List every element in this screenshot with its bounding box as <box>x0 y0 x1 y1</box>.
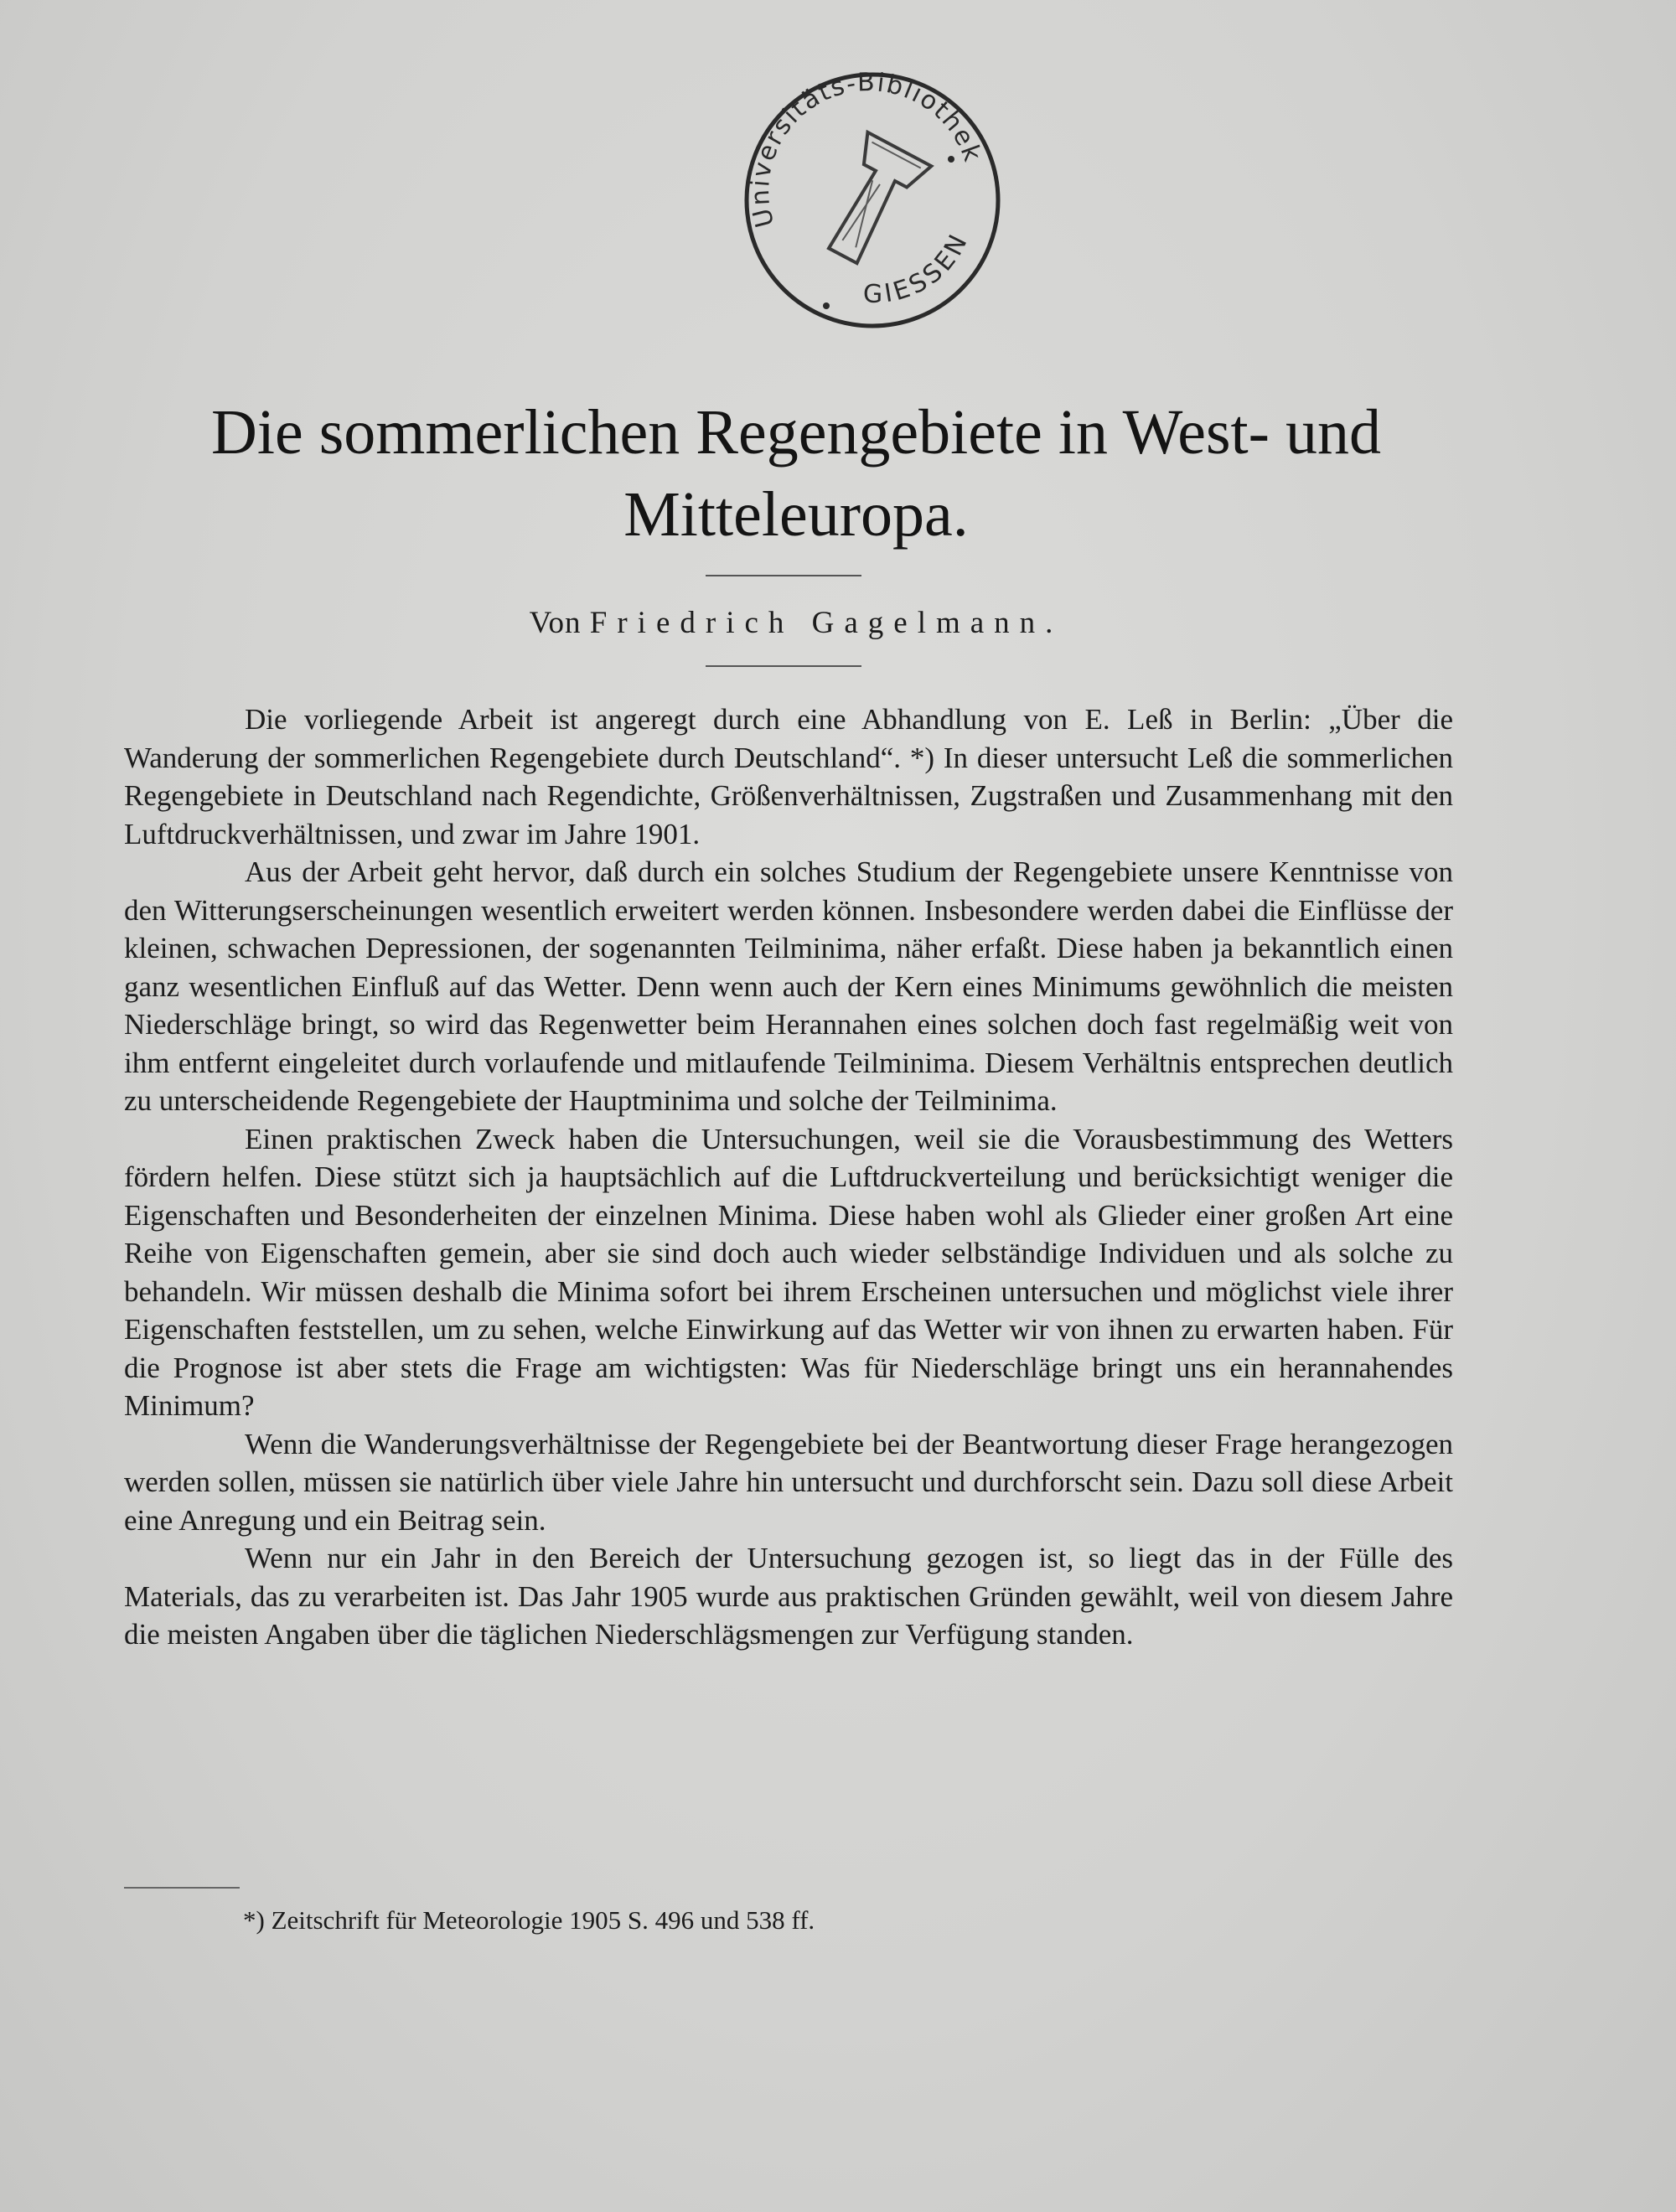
footnote-divider <box>124 1887 240 1889</box>
stamp-dot-icon <box>948 156 954 163</box>
author-name: Friedrich Gagelmann. <box>589 606 1063 640</box>
byline-prefix: Von <box>529 606 582 640</box>
paragraph: Wenn nur ein Jahr in den Bereich der Untersuchung gezogen ist, so liegt das in der Fülle des Materials, das zu verarbeiten ist. Das Jahr 1905 wurde aus praktischen Gründen gewählt, weil von diesem Jahre die meisten Angaben über die täglichen Niederschlägsmengen zur Verfügung standen. <box>124 1542 1453 1651</box>
author-byline <box>101 605 1492 641</box>
paragraph: Die vorliegende Arbeit ist angeregt durch eine Abhandlung von E. Leß in Berlin: „Über die Wanderung der sommerlichen Regengebiete durch Deutschland“. *) In dieser untersucht Leß die sommerlichen Regengebiete in Deutschland nach Regendichte, Größenverhältnissen, Zugstraßen und Zusammenhang mit den Luftdruckverhältnissen, und zwar im Jahre 1901. <box>124 703 1453 850</box>
stamp-dot-icon <box>823 302 830 309</box>
library-stamp <box>737 65 1007 335</box>
footnote: *) Zeitschrift für Meteorologie 1905 S. 496 und 538 ff. <box>243 1905 815 1935</box>
article-title-line-2: Mitteleuropa. <box>623 479 969 550</box>
article-body <box>124 700 1453 1654</box>
stamp-cross-emblem <box>811 132 932 273</box>
paragraph: Einen praktischen Zweck haben die Untersuchungen, weil sie die Vorausbestimmung des Wetters fördern helfen. Diese stützt sich ja hauptsächlich auf die Luftdruckverteilung und berücksichtigt weniger die Eigenschaften und Besonderheiten der einzelnen Minima. Diese haben wohl als Glieder einer großen Art eine Reihe von Eigenschaften gemein, aber sie sind doch auch wieder selbständige Individuen und als solche zu behandeln. Wir müssen deshalb die Minima sofort bei ihrem Erscheinen untersuchen und möglichst viele ihrer Eigenschaften feststellen, um zu sehen, welche Einwirkung auf das Wetter wir von ihnen zu erwarten haben. Für die Prognose ist aber stets die Frage am wichtigsten: Was für Niederschläge bringt uns ein herannahendes Minimum? <box>124 1122 1453 1422</box>
article-title-line-1: Die sommerlichen Regengebiete in West- und <box>211 397 1381 468</box>
stamp-bottom-text: GIESSEN <box>862 227 975 310</box>
byline-divider <box>706 665 861 667</box>
stamp-top-text: Universitäts-Bibliothek <box>745 67 988 230</box>
paragraph: Aus der Arbeit geht hervor, daß durch ein solches Studium der Regengebiete unsere Kenntnisse von den Witterungserscheinungen wesentlich erweitert werden können. Insbesondere werden dabei die Einflüsse der kleinen, schwachen Depressionen, der sogenannten Teilminima, näher erfaßt. Diese haben ja bekanntlich einen ganz wesentlichen Einfluß auf das Wetter. Denn wenn auch der Kern eines Minimums gewöhnlich die meisten Niederschläge bringt, so wird das Regenwetter beim Herannahen eines solchen doch fast regelmäßig weit von ihm entfernt eingeleitet durch vorlaufende und mitlaufende Teilminima. Diesem Verhältnis entsprechen deutlich zu unterscheidende Regengebiete der Hauptminima und solche der Teilminima. <box>124 855 1453 1117</box>
paragraph: Wenn die Wanderungsverhältnisse der Regengebiete bei der Beantwortung dieser Frage herangezogen werden sollen, müssen sie natürlich über viele Jahre hin untersucht und durchforscht sein. Dazu soll diese Arbeit eine Anregung und ein Beitrag sein. <box>124 1427 1453 1537</box>
title-divider <box>706 575 861 576</box>
